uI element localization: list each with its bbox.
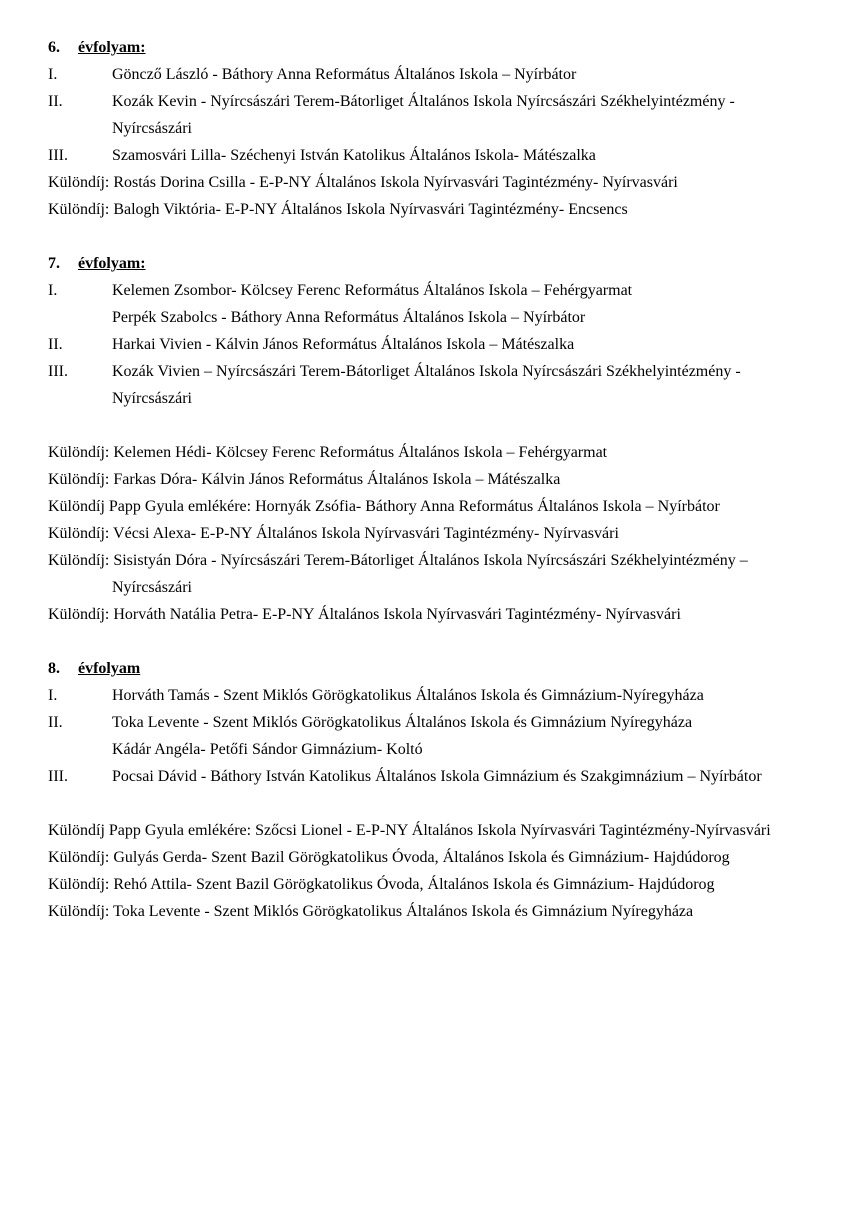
- place-entry: Perpék Szabolcs - Báthory Anna Református Általános Iskola – Nyírbátor: [112, 309, 586, 326]
- place-entry: Horváth Tamás - Szent Miklós Görögkatolikus Általános Iskola és Gimnázium-Nyíregyháza: [112, 687, 704, 704]
- special-award: Különdíj: Vécsi Alexa- E-P-NY Általános Iskola Nyírvasvári Tagintézmény- Nyírvasvári: [48, 525, 619, 542]
- place-entry: Göncző László - Báthory Anna Református Általános Iskola – Nyírbátor: [112, 66, 577, 83]
- section-title: évfolyam:: [78, 255, 146, 272]
- place-entry: Szamosvári Lilla- Széchenyi István Katolikus Általános Iskola- Mátészalka: [112, 147, 596, 164]
- section-heading: [48, 655, 818, 682]
- grade-section-8: [48, 655, 818, 925]
- place-row: [48, 763, 818, 790]
- special-award: Különdíj: Sisistyán Dóra - Nyírcsászári Terem-Bátorliget Általános Iskola Nyírcsászári Székhelyintézmény – Nyírcsászári: [48, 552, 748, 596]
- place-row: [48, 709, 818, 763]
- section-title: évfolyam: [78, 660, 141, 677]
- special-award: Különdíj: Farkas Dóra- Kálvin János Református Általános Iskola – Mátészalka: [48, 471, 561, 488]
- place-row: [48, 358, 818, 412]
- place-rank: III.: [48, 768, 68, 785]
- place-row: [48, 682, 818, 709]
- special-award: Különdíj: Toka Levente - Szent Miklós Görögkatolikus Általános Iskola és Gimnázium Nyíregyháza: [48, 903, 694, 920]
- special-award: Különdíj: Gulyás Gerda- Szent Bazil Görögkatolikus Óvoda, Általános Iskola és Gimnázium- Hajdúdorog: [48, 849, 730, 866]
- place-row: [48, 142, 818, 169]
- section-number: 6.: [48, 39, 60, 56]
- section-number: 8.: [48, 660, 60, 677]
- place-rank: I.: [48, 66, 58, 83]
- place-entry: Toka Levente - Szent Miklós Görögkatolikus Általános Iskola és Gimnázium Nyíregyháza: [112, 714, 693, 731]
- grade-section-7: [48, 250, 818, 628]
- place-rank: II.: [48, 336, 63, 353]
- place-row: [48, 88, 818, 142]
- special-award: Különdíj: Kelemen Hédi- Kölcsey Ferenc Református Általános Iskola – Fehérgyarmat: [48, 444, 608, 461]
- place-entry: Kozák Kevin - Nyírcsászári Terem-Bátorliget Általános Iskola Nyírcsászári Székhelyintézmény - Nyírcsászári: [112, 93, 735, 137]
- section-heading: [48, 34, 818, 61]
- section-title: évfolyam:: [78, 39, 146, 56]
- place-rank: III.: [48, 147, 68, 164]
- place-rank: I.: [48, 282, 58, 299]
- grade-section-6: [48, 34, 818, 223]
- place-entry: Kelemen Zsombor- Kölcsey Ferenc Református Általános Iskola – Fehérgyarmat: [112, 282, 633, 299]
- section-heading: [48, 250, 818, 277]
- place-rank: III.: [48, 363, 68, 380]
- place-entry: Harkai Vivien - Kálvin János Református Általános Iskola – Mátészalka: [112, 336, 575, 353]
- section-number: 7.: [48, 255, 60, 272]
- place-entry: Kádár Angéla- Petőfi Sándor Gimnázium- Koltó: [112, 741, 423, 758]
- document-page: [48, 34, 818, 952]
- special-award: Különdíj: Horváth Natália Petra- E-P-NY Általános Iskola Nyírvasvári Tagintézmény- Nyírvasvári: [48, 606, 681, 623]
- special-award: Különdíj Papp Gyula emlékére: Hornyák Zsófia- Báthory Anna Református Általános Iskola – Nyírbátor: [48, 498, 720, 515]
- place-row: [48, 331, 818, 358]
- place-rank: II.: [48, 714, 63, 731]
- place-rank: I.: [48, 687, 58, 704]
- special-award: Különdíj: Rehó Attila- Szent Bazil Görögkatolikus Óvoda, Általános Iskola és Gimnázium- Hajdúdorog: [48, 876, 715, 893]
- special-award: Különdíj Papp Gyula emlékére: Szőcsi Lionel - E-P-NY Általános Iskola Nyírvasvári Tagintézmény-Nyírvasvári: [48, 822, 771, 839]
- place-row: [48, 277, 818, 331]
- special-award: Különdíj: Rostás Dorina Csilla - E-P-NY Általános Iskola Nyírvasvári Tagintézmény- Nyírvasvári: [48, 174, 678, 191]
- place-entry: Kozák Vivien – Nyírcsászári Terem-Bátorliget Általános Iskola Nyírcsászári Székhelyintézmény - Nyírcsászári: [112, 363, 741, 407]
- special-award: Különdíj: Balogh Viktória- E-P-NY Általános Iskola Nyírvasvári Tagintézmény- Encsencs: [48, 201, 628, 218]
- place-entry: Pocsai Dávid - Báthory István Katolikus Általános Iskola Gimnázium és Szakgimnázium – Nyírbátor: [112, 768, 762, 785]
- place-rank: II.: [48, 93, 63, 110]
- place-row: [48, 61, 818, 88]
